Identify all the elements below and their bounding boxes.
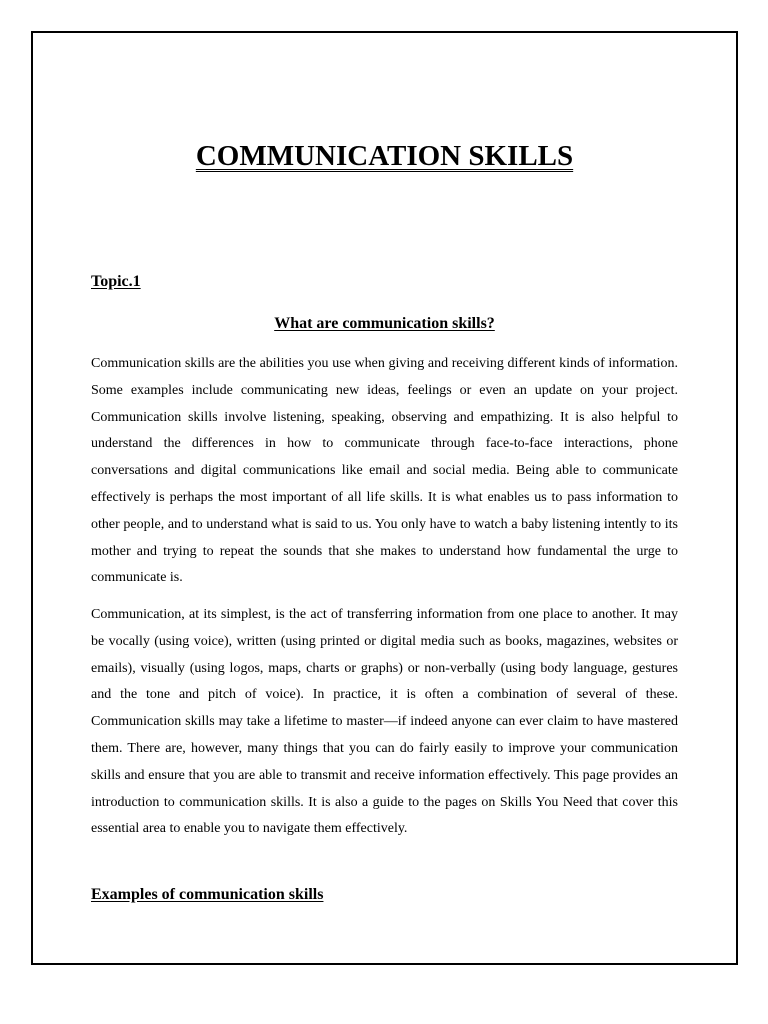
page-title-text: COMMUNICATION SKILLS	[195, 140, 574, 172]
page-title	[33, 139, 736, 173]
body-paragraph-1: Communication skills are the abilities you use when giving and receiving different kinds of information. Some examples include communicating new ideas, feelings or even an update on your project. Communication skills involve listening, speaking, observing and empathizing. It is also helpful to understand the differences in how to communicate through face-to-face interactions, phone conversations and digital communications like email and social media. Being able to communicate effectively is perhaps the most important of all life skills. It is what enables us to pass information to other people, and to understand what is said to us. You only have to watch a baby listening intently to its mother and trying to repeat the sounds that she makes to understand how fundamental the urge to communicate is.	[91, 356, 678, 586]
body-paragraph-2: Communication, at its simplest, is the act of transferring information from one place to another. It may be vocally (using voice), written (using printed or digital media such as books, magazines, websites or emails), visually (using logos, maps, charts or graphs) or non-verbally (using body language, gestures and the tone and pitch of voice). In practice, it is often a combination of several of these. Communication skills may take a lifetime to master—if indeed anyone can ever claim to have mastered them. There are, however, many things that you can do fairly easily to improve your communication skills and ensure that you are able to transmit and receive information effectively. This page provides an introduction to communication skills. It is also a guide to the pages on Skills You Need that cover this essential area to enable you to navigate them effectively.	[91, 607, 678, 837]
section-subtitle: What are communication skills?	[274, 315, 495, 332]
topic-label: Topic.1	[91, 273, 141, 290]
section-heading-examples: Examples of communication skills	[91, 886, 324, 903]
document-page	[31, 31, 738, 965]
